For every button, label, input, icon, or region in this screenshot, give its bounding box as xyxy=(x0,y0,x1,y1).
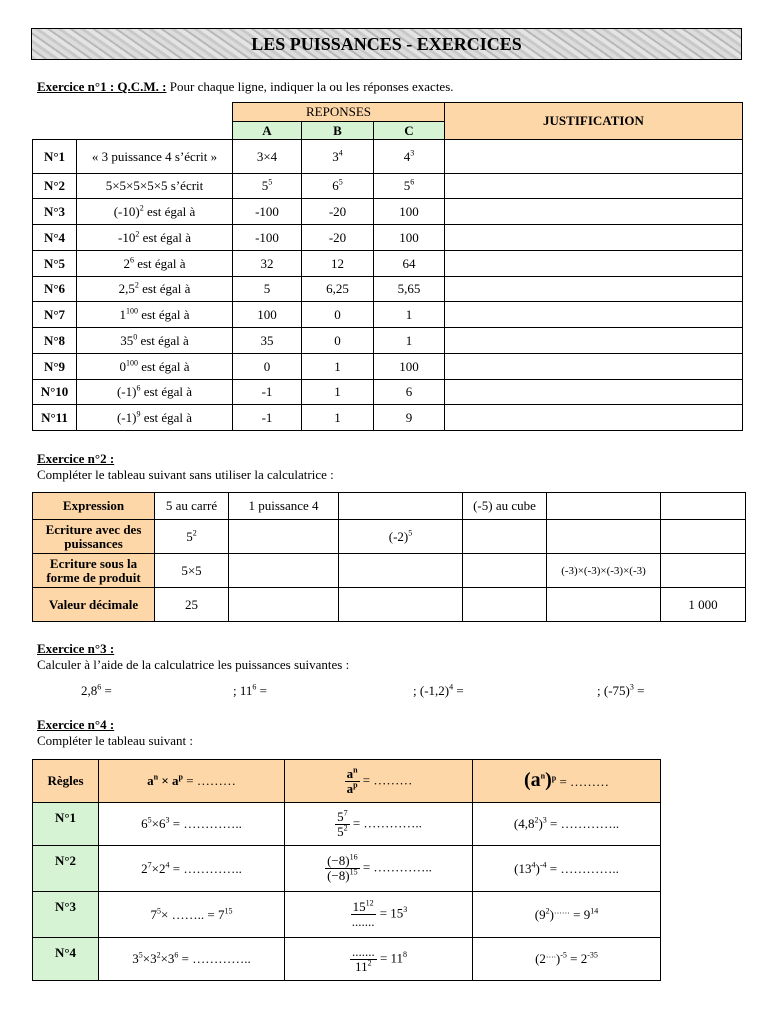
qcm-row-number: N°2 xyxy=(33,174,77,199)
qcm-justification xyxy=(445,277,743,302)
rule-row xyxy=(33,803,661,846)
qcm-answer-c: 100 xyxy=(374,225,445,251)
ex4-table xyxy=(32,759,661,981)
qcm-answer-a: -100 xyxy=(233,225,302,251)
qcm-answer-c: $4^3$ xyxy=(374,140,445,174)
rule-product-header: $a^n \times a^p$ = ……… xyxy=(99,760,285,803)
rule-power-cell: $(9^2)^{\dots\dots} = 9^{14}$ xyxy=(473,892,661,938)
pow-cell-4 xyxy=(463,520,547,554)
rule-quotient-header: $\frac{a^n}{a^p}$ = ……… xyxy=(285,760,473,803)
rule-quotient-cell: $\frac{(-8)^{16}}{(-8)^{15}}$ = ………….. xyxy=(285,846,473,892)
prod-cell-2 xyxy=(229,554,339,588)
regles-header: Règles xyxy=(33,760,99,803)
ex3-instruction: Calculer à l’aide de la calculatrice les puissances suivantes : xyxy=(37,657,350,672)
qcm-row xyxy=(33,225,743,251)
prod-cell-3 xyxy=(339,554,463,588)
ex3-item-4: ; $(-75)^3$ = xyxy=(597,682,645,698)
ex2-label: Exercice n°2 : xyxy=(37,451,115,466)
qcm-answer-a: -1 xyxy=(233,380,302,405)
expr-cell-1: 5 au carré xyxy=(155,493,229,520)
row-header-expression: Expression xyxy=(33,493,155,520)
rule-quotient-cell: $\frac{.......}{11^2}$ = $11^8$ xyxy=(285,938,473,981)
qcm-answer-c: 100 xyxy=(374,199,445,225)
rule-product-cell: $6^5\times 6^3$ = ………….. xyxy=(99,803,285,846)
row-header-puissances: Ecriture avec des puissances xyxy=(33,520,155,554)
qcm-question: $(-1)^6$ est égal à xyxy=(77,380,233,405)
rule-power-cell: $(13^4)^{-4}$ = ………….. xyxy=(473,846,661,892)
qcm-row-number: N°10 xyxy=(33,380,77,405)
pow-cell-3: $(-2)^5$ xyxy=(339,520,463,554)
val-cell-6: 1 000 xyxy=(661,588,746,622)
qcm-justification xyxy=(445,140,743,174)
qcm-row-number: N°6 xyxy=(33,277,77,302)
qcm-justification xyxy=(445,328,743,354)
val-cell-5 xyxy=(547,588,661,622)
rule-row-number: N°3 xyxy=(33,892,99,938)
qcm-question: $(-10)^2$ est égal à xyxy=(77,199,233,225)
pow-cell-6 xyxy=(661,520,746,554)
qcm-answer-c: 100 xyxy=(374,354,445,380)
qcm-question: $(-1)^9$ est égal à xyxy=(77,405,233,431)
val-cell-4 xyxy=(463,588,547,622)
qcm-answer-a: $5^5$ xyxy=(233,174,302,199)
pow-cell-2 xyxy=(229,520,339,554)
ex1-label: Exercice n°1 : Q.C.M. : xyxy=(37,79,167,94)
qcm-row-number: N°3 xyxy=(33,199,77,225)
ex3-heading xyxy=(37,641,114,657)
qcm-answer-b: -20 xyxy=(302,199,374,225)
pow-cell-5 xyxy=(547,520,661,554)
ex4-label: Exercice n°4 : xyxy=(37,717,115,732)
rule-power-cell: $(4,8^2)^3$ = ………….. xyxy=(473,803,661,846)
qcm-answer-a: -1 xyxy=(233,405,302,431)
qcm-answer-b: $3^4$ xyxy=(302,140,374,174)
qcm-justification xyxy=(445,225,743,251)
qcm-justification xyxy=(445,174,743,199)
rule-quotient-cell: $\frac{5^7}{5^2}$ = ………….. xyxy=(285,803,473,846)
prod-cell-4 xyxy=(463,554,547,588)
qcm-row xyxy=(33,174,743,199)
qcm-answer-a: 32 xyxy=(233,251,302,277)
val-cell-1: 25 xyxy=(155,588,229,622)
rule-row-number: N°1 xyxy=(33,803,99,846)
qcm-answer-b: 1 xyxy=(302,354,374,380)
qcm-justification xyxy=(445,251,743,277)
rule-quotient-cell: $\frac{15^{12}}{.......}$ = $15^3$ xyxy=(285,892,473,938)
row-header-produit: Ecriture sous la forme de produit xyxy=(33,554,155,588)
ex4-heading xyxy=(37,717,114,733)
ex1-heading xyxy=(37,79,454,95)
qcm-row xyxy=(33,251,743,277)
ex1-table xyxy=(32,102,743,431)
qcm-question: « 3 puissance 4 s’écrit » xyxy=(77,140,233,174)
qcm-row-number: N°4 xyxy=(33,225,77,251)
qcm-row xyxy=(33,302,743,328)
qcm-answer-b: 6,25 xyxy=(302,277,374,302)
qcm-row xyxy=(33,405,743,431)
rule-row xyxy=(33,938,661,981)
qcm-answer-a: 35 xyxy=(233,328,302,354)
qcm-answer-b: 1 xyxy=(302,405,374,431)
qcm-row-number: N°7 xyxy=(33,302,77,328)
qcm-question: $35^0$ est égal à xyxy=(77,328,233,354)
qcm-justification xyxy=(445,199,743,225)
expr-cell-6 xyxy=(661,493,746,520)
qcm-answer-c: 64 xyxy=(374,251,445,277)
qcm-justification xyxy=(445,302,743,328)
qcm-row-number: N°9 xyxy=(33,354,77,380)
qcm-question: $2^6$ est égal à xyxy=(77,251,233,277)
qcm-answer-c: 1 xyxy=(374,328,445,354)
ex2-table xyxy=(32,492,746,622)
expr-cell-5 xyxy=(547,493,661,520)
expr-cell-3 xyxy=(339,493,463,520)
rule-product-cell: $2^7\times 2^4$ = ………….. xyxy=(99,846,285,892)
reponses-header: REPONSES xyxy=(233,103,445,122)
qcm-question: $-10^2$ est égal à xyxy=(77,225,233,251)
qcm-answer-a: 0 xyxy=(233,354,302,380)
ex3-item-1: $2,8^6$ = xyxy=(81,682,112,698)
justification-header: JUSTIFICATION xyxy=(445,103,743,140)
ex4-instruction: Compléter le tableau suivant : xyxy=(37,733,193,748)
prod-cell-6 xyxy=(661,554,746,588)
qcm-answer-a: -100 xyxy=(233,199,302,225)
qcm-row xyxy=(33,354,743,380)
qcm-question: $2,5^2$ est égal à xyxy=(77,277,233,302)
rule-product-cell: $7^5\times$ …….. = $7^{15}$ xyxy=(99,892,285,938)
ex2-instruction: Compléter le tableau suivant sans utiliser la calculatrice : xyxy=(37,467,334,482)
qcm-row-number: N°11 xyxy=(33,405,77,431)
qcm-row xyxy=(33,199,743,225)
qcm-justification xyxy=(445,354,743,380)
ex3-label: Exercice n°3 : xyxy=(37,641,115,656)
qcm-justification xyxy=(445,380,743,405)
qcm-answer-c: $5^6$ xyxy=(374,174,445,199)
qcm-justification xyxy=(445,405,743,431)
qcm-answer-b: $6^5$ xyxy=(302,174,374,199)
qcm-row-number: N°1 xyxy=(33,140,77,174)
rule-power-header: $(a^n)^p$ = ……… xyxy=(473,760,661,803)
qcm-question: 5×5×5×5×5 s’écrit xyxy=(77,174,233,199)
qcm-row-number: N°8 xyxy=(33,328,77,354)
expr-cell-4: (-5) au cube xyxy=(463,493,547,520)
qcm-question: $1^{100}$ est égal à xyxy=(77,302,233,328)
qcm-row-number: N°5 xyxy=(33,251,77,277)
qcm-answer-a: 3×4 xyxy=(233,140,302,174)
rule-row-number: N°2 xyxy=(33,846,99,892)
qcm-answer-c: 6 xyxy=(374,380,445,405)
pow-cell-1: $5^2$ xyxy=(155,520,229,554)
rule-product-cell: $3^5\times 3^2\times 3^6$ = ………….. xyxy=(99,938,285,981)
qcm-row xyxy=(33,277,743,302)
col-c-header: C xyxy=(374,122,445,140)
qcm-answer-b: -20 xyxy=(302,225,374,251)
qcm-answer-b: 0 xyxy=(302,328,374,354)
ex1-instruction: Pour chaque ligne, indiquer la ou les réponses exactes. xyxy=(169,79,454,94)
val-cell-3 xyxy=(339,588,463,622)
qcm-answer-b: 1 xyxy=(302,380,374,405)
qcm-answer-b: 12 xyxy=(302,251,374,277)
prod-cell-1: 5×5 xyxy=(155,554,229,588)
qcm-answer-c: 9 xyxy=(374,405,445,431)
qcm-answer-a: 100 xyxy=(233,302,302,328)
ex3-item-3: ; $(-1,2)^4$ = xyxy=(413,682,464,698)
qcm-answer-b: 0 xyxy=(302,302,374,328)
rule-power-cell: $(2^{\dots.})^{-5} = 2^{-35}$ xyxy=(473,938,661,981)
expr-cell-2: 1 puissance 4 xyxy=(229,493,339,520)
val-cell-2 xyxy=(229,588,339,622)
qcm-row xyxy=(33,140,743,174)
row-header-valeur: Valeur décimale xyxy=(33,588,155,622)
prod-cell-5: (-3)×(-3)×(-3)×(-3) xyxy=(547,554,661,588)
col-a-header: A xyxy=(233,122,302,140)
qcm-answer-c: 5,65 xyxy=(374,277,445,302)
qcm-question: $0^{100}$ est égal à xyxy=(77,354,233,380)
col-b-header: B xyxy=(302,122,374,140)
ex2-heading xyxy=(37,451,114,467)
qcm-answer-a: 5 xyxy=(233,277,302,302)
qcm-answer-c: 1 xyxy=(374,302,445,328)
qcm-row xyxy=(33,380,743,405)
rule-row-number: N°4 xyxy=(33,938,99,981)
rule-row xyxy=(33,846,661,892)
page-title: LES PUISSANCES - EXERCICES xyxy=(31,28,742,60)
rule-row xyxy=(33,892,661,938)
qcm-row xyxy=(33,328,743,354)
ex3-item-2: ; $11^6$ = xyxy=(233,682,267,698)
